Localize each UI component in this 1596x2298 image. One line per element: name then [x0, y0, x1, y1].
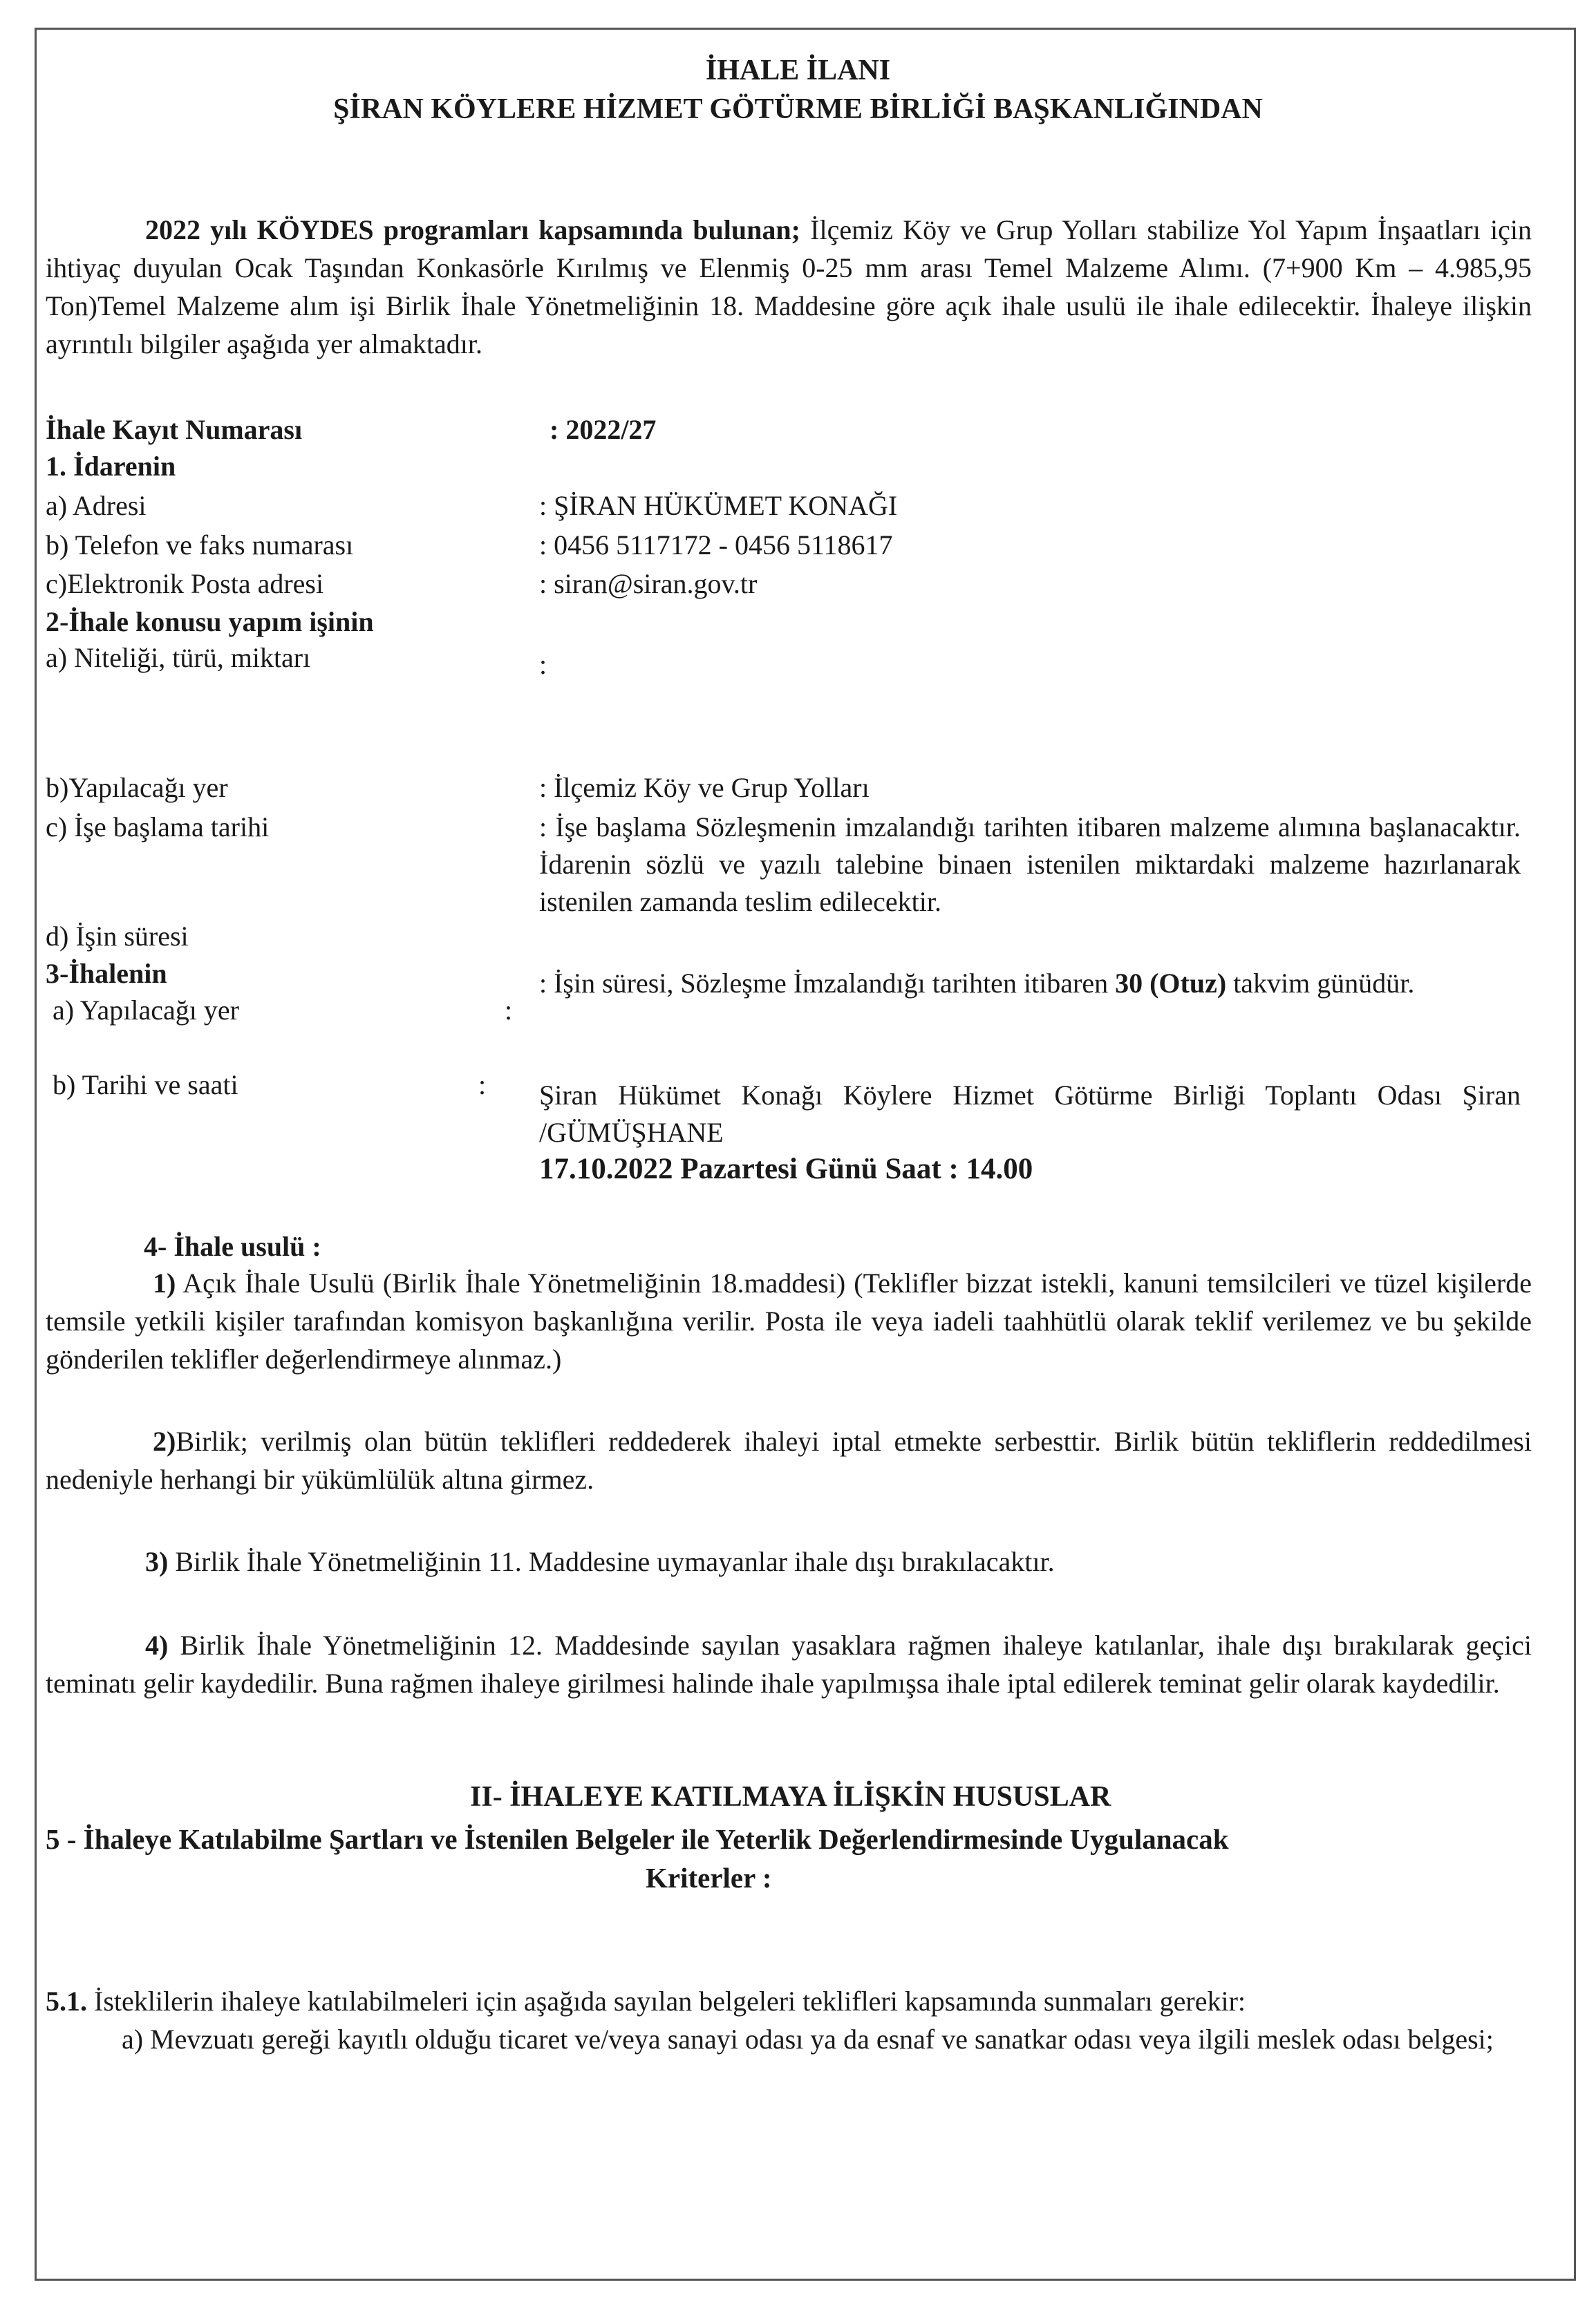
eposta-value: : siran@siran.gov.tr: [539, 568, 758, 599]
s51-a-paragraph: a) Mevzuatı gereği kayıtlı olduğu ticaret ve/veya sanayi odası ya da esnaf ve sanatkar odası veya ilgili meslek odası belgesi;: [122, 2024, 1494, 2055]
idare-heading: 1. İdarenin: [46, 451, 176, 482]
konu-heading: 2-İhale konusu yapım işinin: [46, 606, 374, 637]
sure-value-pre: : İşin süresi, Sözleşme İmzalandığı tarihten itibaren: [539, 968, 1116, 999]
s51-num: 5.1.: [46, 1986, 87, 2017]
usul-p1-num: 1): [153, 1268, 176, 1299]
sure-value-post: takvim günüdür.: [1226, 968, 1415, 999]
nitelik-label: a) Niteliği, türü, miktarı: [46, 642, 311, 673]
adres-label: a) Adresi: [46, 490, 147, 521]
intro-paragraph: [46, 211, 1532, 363]
usul-p1-text: Açık İhale Usulü (Birlik İhale Yönetmeliğinin 18.maddesi) (Teklifler bizzat istekli, kanuni temsilcileri ve tüzel kişilerde temsile yetkili kişiler tarafından komisyon başkanlığına verilir. Posta ile veya iadeli taahhütlü olarak teklif verilemez ve bu şekilde gönderilen teklifler değerlendirmeye alınmaz.): [46, 1268, 1532, 1375]
tarih-label: b) Tarihi ve saati: [53, 1069, 238, 1100]
usul-p2-text: Birlik; verilmiş olan bütün teklifleri reddederek ihaleyi iptal etmekte serbesttir. Birlik bütün tekliflerin reddedilmesi nedeniyle herhangi bir yükümlülük altına girmez.: [46, 1426, 1532, 1495]
tarih-value: 17.10.2022 Pazartesi Günü Saat : 14.00: [539, 1153, 1033, 1185]
tarih-place: Şiran Hükümet Konağı Köylere Hizmet Götürme Birliği Toplantı Odası Şiran /GÜMÜŞHANE: [539, 1080, 1521, 1148]
s51-paragraph: [46, 1982, 1532, 2020]
usul-p2-num: 2): [153, 1426, 176, 1457]
usul-p3-num: 3): [145, 1546, 169, 1577]
usul-p1: [46, 1264, 1532, 1378]
usul-p4: [46, 1626, 1532, 1702]
usul-p4-num: 4): [145, 1630, 169, 1661]
adres-value: : ŞİRAN HÜKÜMET KONAĞI: [539, 490, 898, 521]
usul-p3: [46, 1543, 1532, 1581]
tel-value: : 0456 5117172 - 0456 5118617: [539, 529, 893, 561]
tel-label: b) Telefon ve faks numarası: [46, 529, 354, 561]
yer-value: : İlçemiz Köy ve Grup Yolları: [539, 772, 870, 803]
ihale-yer-colon: :: [505, 995, 513, 1026]
yer-label: b)Yapılacağı yer: [46, 772, 228, 803]
sure-value-bold: 30 (Otuz): [1115, 968, 1227, 999]
section2-subtitle-line1: 5 - İhaleye Katılabilme Şartları ve İstenilen Belgeler ile Yeterlik Değerlendirmesinde Uygulanacak: [46, 1823, 1229, 1855]
tarih-colon: :: [478, 1069, 487, 1100]
kayit-label: İhale Kayıt Numarası: [46, 414, 303, 445]
ihale-yer-label: a) Yapılacağı yer: [53, 995, 239, 1026]
sure-label: d) İşin süresi: [46, 921, 189, 952]
usul-p3-text: Birlik İhale Yönetmeliğinin 11. Maddesine uymayanlar ihale dışı bırakılacaktır.: [168, 1546, 1055, 1577]
document-subtitle: ŞİRAN KÖYLERE HİZMET GÖTÜRME BİRLİĞİ BAŞKANLIĞINDAN: [333, 93, 1263, 125]
kayit-value: : 2022/27: [550, 414, 657, 445]
usul-p2: [46, 1422, 1532, 1498]
eposta-label: c)Elektronik Posta adresi: [46, 568, 324, 599]
baslama-value: : İşe başlama Sözleşmenin imzalandığı tarihten itibaren malzeme alımına başlanacaktır. İdarenin sözlü ve yazılı talebine binaen istenilen miktardaki malzeme hazırlanarak istenilen zamanda teslim edilecektir.: [539, 811, 1521, 917]
intro-text: İlçemiz Köy ve Grup Yolları stabilize Yol Yapım İnşaatları için ihtiyaç duyulan Ocak Taşından Konkasörle Kırılmış ve Elenmiş 0-25 mm arası Temel Malzeme Alımı. (7+900 Km – 4.985,95 Ton)Temel Malzeme alım işi Birlik İhale Yönetmeliğinin 18. Maddesine göre açık ihale usulü ile ihale edilecektir. İhaleye ilişkin ayrıntılı bilgiler aşağıda yer almaktadır.: [46, 214, 1532, 359]
ihale-heading: 3-İhalenin: [46, 958, 167, 989]
usul-p4-text: Birlik İhale Yönetmeliğinin 12. Maddesinde sayılan yasaklara rağmen ihaleye katılanlar, ihale dışı bırakılarak geçici teminatı gelir kaydedilir. Buna rağmen ihaleye girilmesi halinde ihale yapılmışsa ihale iptal edilerek teminat gelir olarak kaydedilir.: [46, 1630, 1532, 1699]
nitelik-value: :: [539, 649, 547, 680]
sure-value: [539, 965, 1521, 1002]
usul-heading: 4- İhale usulü :: [144, 1231, 321, 1262]
document-title: İHALE İLANI: [705, 55, 891, 86]
section2-title: II- İHALEYE KATILMAYA İLİŞKİN HUSUSLAR: [470, 1781, 1111, 1813]
s51-text: İsteklilerin ihaleye katılabilmeleri için aşağıda sayılan belgeleri teklifleri kapsamında sunmaları gerekir:: [87, 1986, 1246, 2017]
baslama-label: c) İşe başlama tarihi: [46, 811, 270, 842]
intro-bold-lead: 2022 yılı KÖYDES programları kapsamında bulunan;: [145, 214, 800, 245]
section2-subtitle-line2: Kriterler :: [646, 1862, 772, 1894]
